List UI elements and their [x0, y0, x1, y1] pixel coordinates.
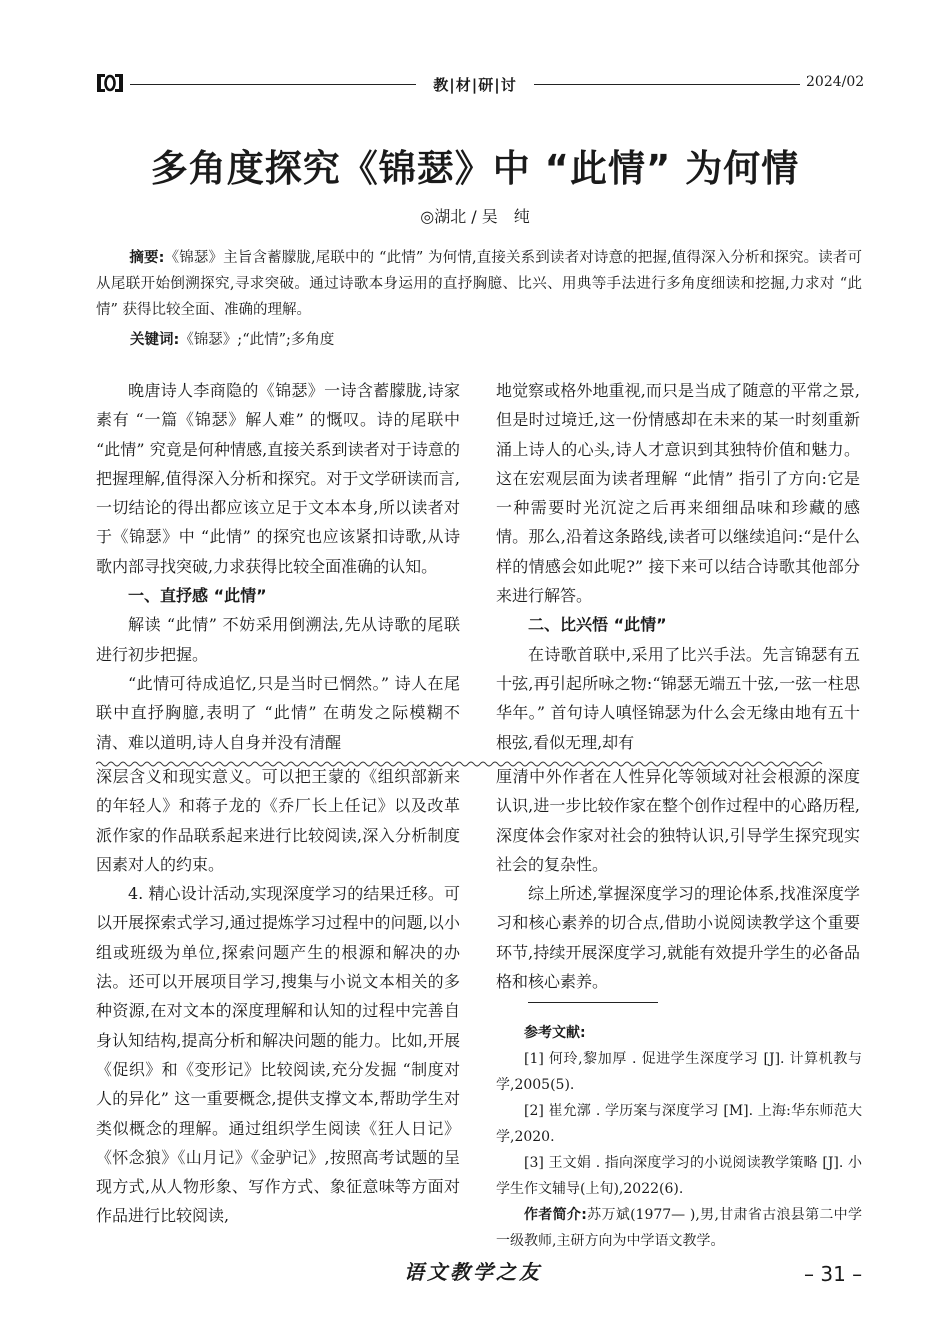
issue-date: 2024/02: [806, 74, 865, 90]
section-heading-2: 二、比兴悟 “此情”: [528, 615, 667, 635]
section-label: 教|材|研|讨: [433, 76, 517, 94]
references: [496, 1020, 862, 1254]
references-rule: [528, 1002, 658, 1003]
paragraph: 深层含义和现实意义。可以把王蒙的《组织部新来的年轻人》和蒋子龙的《乔厂长上任记》以及改革派作家的作品联系起来进行比较阅读,深入分析制度因素对人的约束。: [96, 767, 460, 874]
author-bio-label: 作者简介:: [524, 1207, 587, 1223]
paragraph: 解读 “此情” 不妨采用倒溯法,先从诗歌的尾联进行初步把握。: [96, 615, 460, 664]
abstract: [96, 245, 862, 323]
abstract-label: 摘要:: [129, 250, 165, 266]
references-heading: 参考文献:: [524, 1025, 586, 1041]
reference-item: [3] 王文娟 . 指向深度学习的小说阅读教学策略 [J]. 小学生作文辅导(上旬),2022(6).: [496, 1155, 862, 1197]
bracket-ring-logo-icon: [96, 72, 124, 94]
paragraph: 综上所述,掌握深度学习的理论体系,找准深度学习和核心素养的切合点,借助小说阅读教学这个重要环节,持续开展深度学习,就能有效提升学生的必备品格和核心素养。: [496, 884, 860, 992]
reference-item: [2] 崔允漷 . 学历案与深度学习 [M]. 上海:华东师范大学,2020.: [496, 1103, 862, 1145]
paragraph: 晚唐诗人李商隐的《锦瑟》一诗含蓄朦胧,诗家素有 “一篇《锦瑟》解人难” 的慨叹。诗的尾联中 “此情” 究竟是何种情感,直接关系到读者对于诗意的把握理解,值得深入分析和探究。对于文学研读而言,一切结论的得出都应该立足于文本本身,所以读者对于《锦瑟》中 “此情” 的探究也应该紧扣诗歌,从诗歌内部寻找突破,力求获得比较全面准确的认知。: [96, 381, 460, 576]
top-right-column: [496, 376, 860, 766]
reference-item: [1] 何玲,黎加厚 . 促进学生深度学习 [J]. 计算机教与学,2005(5).: [496, 1051, 862, 1093]
author-bio-text: 苏万斌(1977— ),男,甘肃省古浪县第二中学一级教师,主研方向为中学语文教学。: [496, 1207, 862, 1249]
keywords-label: 关键词:: [130, 332, 180, 348]
top-left-column: [96, 376, 460, 766]
paragraph: 地觉察或格外地重视,而只是当成了随意的平常之景,但是时过境迁,这一份情感却在未来的某一时刻重新涌上诗人的心头,诗人才意识到其独特价值和魅力。这在宏观层面为读者理解 “此情” 指引了方向:它是一种需要时光沉淀之后再来细细品味和珍藏的感情。那么,沿着这条路线,读者可以继续追问:“是什么样的情感会如此呢?” 接下来可以结合诗歌其他部分来进行解答。: [496, 381, 860, 606]
article-title: 多角度探究《锦瑟》中 “此情” 为何情: [150, 147, 800, 190]
bottom-right-column: [496, 762, 860, 996]
header-rule-left: [130, 84, 416, 85]
section-heading-1: 一、直抒感 “此情”: [128, 586, 267, 606]
page-number: – 31 –: [804, 1262, 863, 1286]
header-rule-right: [534, 84, 800, 85]
journal-brand: 语文教学之友: [404, 1260, 542, 1284]
article-author: ◎湖北 / 吴 纯: [420, 207, 530, 226]
abstract-text: 《锦瑟》主旨含蓄朦胧,尾联中的 “此情” 为何情,直接关系到读者对诗意的把握,值得深入分析和探究。读者可从尾联开始倒溯探究,寻求突破。通过诗歌本身运用的直抒胸臆、比兴、用典等手法进行多角度细读和挖掘,力求对 “此情” 获得比较全面、准确的理解。: [96, 250, 862, 318]
paragraph: 4. 精心设计活动,实现深度学习的结果迁移。可以开展探索式学习,通过提炼学习过程中的问题,以小组或班级为单位,探索问题产生的根源和解决的办法。还可以开展项目学习,搜集与小说文本相关的多种资源,在对文本的深度理解和认知的过程中完善自身认知结构,提高分析和解决问题的能力。比如,开展《促织》和《变形记》比较阅读,充分发掘 “制度对人的异化” 这一重要概念,提供支撑文本,帮助学生对类似概念的理解。通过组织学生阅读《狂人日记》《怀念狼》《山月记》《金驴记》,按照高考试题的呈现方式,从人物形象、写作方式、象征意味等方面对作品进行比较阅读,: [96, 884, 460, 1226]
paragraph: “此情可待成追忆,只是当时已惘然。” 诗人在尾联中直抒胸臆,表明了 “此情” 在萌发之际模糊不清、难以道明,诗人自身并没有清醒: [96, 673, 460, 752]
bottom-left-column: [96, 762, 460, 1231]
keywords: [130, 327, 830, 353]
keywords-text: 《锦瑟》;“此情”;多角度: [179, 332, 335, 348]
author-bio: [496, 1202, 862, 1254]
paragraph: 厘清中外作者在人性异化等领域对社会根源的深度认识,进一步比较作家在整个创作过程中的心路历程,深度体会作家对社会的独特认识,引导学生探究现实社会的复杂性。: [496, 767, 860, 874]
paragraph: 在诗歌首联中,采用了比兴手法。先言锦瑟有五十弦,再引起所咏之物:“锦瑟无端五十弦,一弦一柱思华年。” 首句诗人嗔怪锦瑟为什么会无缘由地有五十根弦,看似无理,却有: [496, 644, 860, 752]
